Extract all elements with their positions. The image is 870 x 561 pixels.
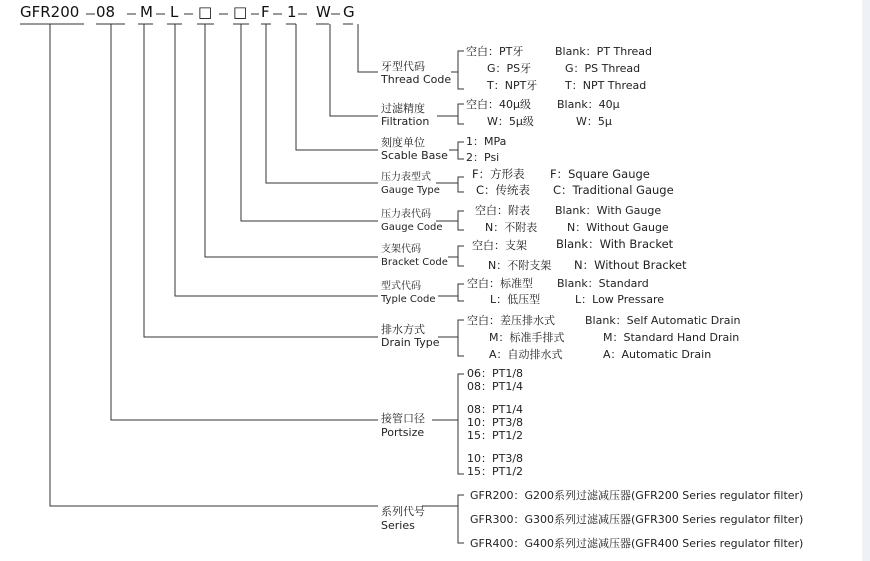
- type-code-option-en: Blank：Standard: [557, 277, 649, 290]
- type-code-label-cn: 型式代码: [381, 281, 421, 292]
- code-box-1: □: [198, 3, 213, 21]
- gauge-type-option-en: F：Square Gauge: [550, 167, 650, 181]
- code-gauge: F: [261, 3, 270, 21]
- filtration-label-en: Filtration: [381, 115, 430, 128]
- drain-label-cn: 排水方式: [381, 323, 425, 336]
- series-label-cn: 系列代号: [381, 505, 425, 518]
- drain-label-en: Drain Type: [381, 336, 440, 349]
- portsize-option: 15：PT1/2: [467, 465, 524, 478]
- bracket-label-en: Bracket Code: [381, 257, 448, 268]
- gauge-code-option-en: N：Without Gauge: [567, 221, 669, 234]
- code-type: L: [170, 3, 179, 21]
- bracket-option-cn: N：不附支架: [488, 259, 552, 272]
- bracket-option-en: Blank：With Bracket: [556, 237, 674, 251]
- bracket-option-en: N：Without Bracket: [574, 258, 687, 272]
- drain-option-cn: M：标准手排式: [489, 331, 565, 344]
- type-code-option-en: L：Low Pressare: [575, 293, 665, 306]
- series-label-en: Series: [381, 519, 415, 532]
- code-scale: 1: [287, 3, 297, 21]
- gauge-type-label-en: Gauge Type: [381, 185, 440, 196]
- thread-option-cn: T：NPT牙: [487, 79, 538, 92]
- thread-label-cn: 牙型代码: [381, 60, 425, 73]
- filtration-option-cn: 空白：40μ级: [466, 98, 531, 111]
- filtration-option-en: Blank：40μ: [557, 98, 620, 111]
- thread-option-en: G：PS Thread: [565, 62, 641, 75]
- portsize-label-cn: 接管口径: [381, 412, 425, 425]
- code-box-2: □: [233, 3, 248, 21]
- series-option: GFR400：G400系列过滤减压器(GFR400 Series regulator filter): [470, 537, 804, 550]
- series-option: GFR300：G300系列过滤减压器(GFR300 Series regulator filter): [470, 513, 804, 526]
- thread-option-en: T：NPT Thread: [565, 79, 647, 92]
- scale-label-cn: 刻度单位: [381, 136, 425, 149]
- gauge-code-option-cn: N：不附表: [485, 221, 538, 234]
- scale-label-en: Scable Base: [381, 149, 448, 162]
- thread-option-cn: 空白：PT牙: [466, 45, 524, 58]
- portsize-option: 08：PT1/4: [467, 380, 524, 393]
- portsize-option: 10：PT3/8: [467, 452, 524, 465]
- drain-option-cn: 空白：差压排水式: [467, 314, 555, 327]
- bracket-label-cn: 支架代码: [381, 244, 421, 255]
- type-code-option-cn: 空白：标准型: [467, 277, 533, 290]
- filtration-option-en: W：5μ: [576, 115, 612, 128]
- gauge-code-label-cn: 压力表代码: [381, 209, 431, 220]
- thread-option-cn: G：PS牙: [487, 62, 532, 75]
- bracket-option-cn: 空白：支架: [472, 239, 527, 252]
- gauge-code-option-en: Blank：With Gauge: [555, 204, 662, 217]
- code-portsize: 08: [96, 3, 116, 21]
- portsize-option: 10：PT3/8: [467, 416, 524, 429]
- gauge-type-label-cn: 压力表型式: [381, 172, 431, 183]
- scale-option: 1：MPa: [466, 135, 507, 148]
- thread-label-en: Thread Code: [381, 73, 452, 86]
- portsize-label-en: Portsize: [381, 426, 425, 439]
- code-thread: G: [343, 3, 355, 21]
- gauge-type-option-cn: F：方形表: [472, 167, 525, 181]
- gauge-type-option-cn: C：传统表: [476, 183, 531, 197]
- drain-option-cn: A：自动排水式: [489, 348, 563, 361]
- scale-option: 2：Psi: [466, 151, 500, 164]
- code-prefix: GFR200: [20, 3, 80, 21]
- type-code-option-cn: L：低压型: [490, 293, 541, 306]
- filtration-label-cn: 过滤精度: [381, 102, 425, 115]
- portsize-option: 06：PT1/8: [467, 367, 524, 380]
- code-drain: M: [140, 3, 153, 21]
- gauge-code-label-en: Gauge Code: [381, 222, 443, 233]
- type-code-label-en: Typle Code: [381, 294, 436, 305]
- portsize-option: 08：PT1/4: [467, 403, 524, 416]
- drain-option-en: Blank：Self Automatic Drain: [585, 314, 741, 327]
- thread-option-en: Blank：PT Thread: [555, 45, 652, 58]
- filtration-option-cn: W：5μ级: [487, 115, 534, 128]
- gauge-type-option-en: C：Traditional Gauge: [553, 183, 674, 197]
- drain-option-en: A：Automatic Drain: [603, 348, 712, 361]
- portsize-option: 15：PT1/2: [467, 429, 524, 442]
- gauge-code-option-cn: 空白：附表: [475, 204, 530, 217]
- drain-option-en: M：Standard Hand Drain: [603, 331, 740, 344]
- series-option: GFR200：G200系列过滤减压器(GFR200 Series regulator filter): [470, 489, 804, 502]
- code-filtration: W: [316, 3, 331, 21]
